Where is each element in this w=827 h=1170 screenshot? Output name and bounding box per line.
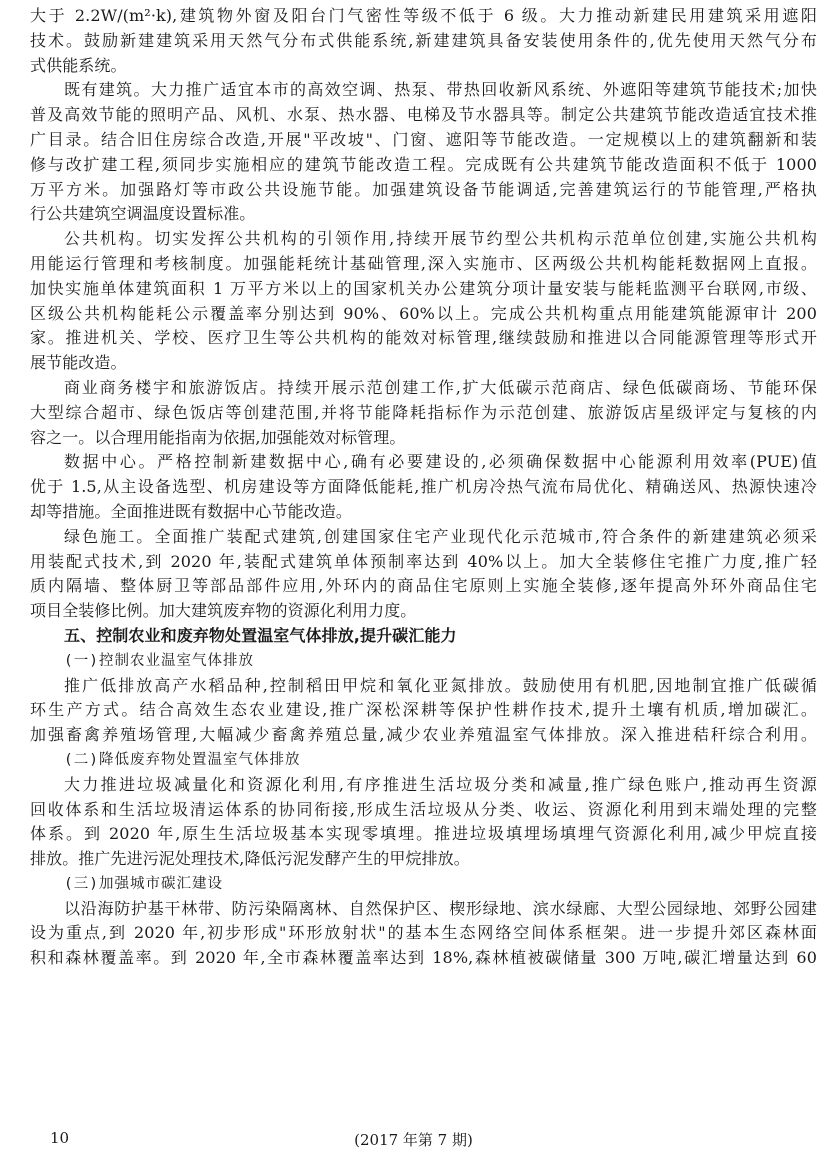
text-line: 大力推进垃圾减量化和资源化利用,有序推进生活垃圾分类和减量,推广绿色账户,推动再生资源 [64, 774, 817, 794]
text-line: 用能运行管理和考核制度。加强能耗统计基础管理,深入实施市、区两级公共机构能耗数据网上直报。 [30, 253, 817, 273]
text-line: 容之一。以合理用能指南为依据,加强能效对标管理。 [30, 427, 406, 447]
text-line: 设为重点,到 2020 年,初步形成"环形放射状"的基本生态网络空间体系框架。进一步提升郊区森林面 [30, 923, 817, 943]
text-line: 环生产方式。结合高效生态农业建设,推广深松深耕等保护性耕作技术,提升土壤有机质,增加碳汇。 [30, 700, 817, 720]
text-line: 家。推进机关、学校、医疗卫生等公共机构的能效对标管理,继续鼓励和推进以合同能源管理等形式开 [30, 328, 817, 348]
subsection-heading: (二)降低废弃物处置温室气体排放 [64, 751, 301, 768]
text-line: 式供能系统。 [30, 55, 127, 75]
section-heading: 五、控制农业和废弃物处置温室气体排放,提升碳汇能力 [64, 625, 457, 645]
text-line: 公共机构。切实发挥公共机构的引领作用,持续开展节约型公共机构示范单位创建,实施公共机构 [64, 229, 817, 249]
text-line: 却等措施。全面推进既有数据中心节能改造。 [30, 501, 353, 521]
text-line: 推广低排放高产水稻品种,控制稻田甲烷和氧化亚氮排放。鼓励使用有机肥,因地制宜推广低碳循 [64, 675, 817, 695]
text-lines [30, 4, 817, 971]
text-line: 大型综合超市、绿色饭店等创建范围,并将节能降耗指标作为示范创建、旅游饭店星级评定与复核的内 [30, 402, 817, 422]
text-line: 加强畜禽养殖场管理,大幅减少畜禽养殖总量,减少农业养殖温室气体排放。深入推进秸秆综合利用。 [30, 725, 817, 745]
text-line: 加快实施单体建筑面积 1 万平方米以上的国家机关办公建筑分项计量安装与能耗监测平台联网,市级、 [30, 278, 817, 298]
text-line: 积和森林覆盖率。到 2020 年,全市森林覆盖率达到 18%,森林植被碳储量 300 万吨,碳汇增量达到 60 [30, 948, 817, 968]
text-line: 商业商务楼宇和旅游饭店。持续开展示范创建工作,扩大低碳示范商店、绿色低碳商场、节能环保 [64, 377, 817, 397]
text-line: 回收体系和生活垃圾清运体系的协同衔接,形成生活垃圾从分类、收运、资源化利用到末端处理的完整 [30, 799, 817, 819]
document-body [30, 4, 817, 971]
subsection-heading: (三)加强城市碳汇建设 [64, 875, 223, 892]
text-line: 排放。推广先进污泥处理技术,降低污泥发酵产生的甲烷排放。 [30, 849, 470, 869]
page-number: 10 [50, 1129, 70, 1147]
issue-label: (2017 年第 7 期) [354, 1131, 473, 1149]
text-line: 修与改扩建工程,须同步实施相应的建筑节能改造工程。完成既有公共建筑节能改造面积不低于 1000 [30, 154, 817, 174]
text-line: 绿色施工。全面推广装配式建筑,创建国家住宅产业现代化示范城市,符合条件的新建建筑必须采 [64, 526, 817, 546]
text-line: 普及高效节能的照明产品、风机、水泵、热水器、电梯及节水器具等。制定公共建筑节能改造适宜技术推 [30, 105, 817, 125]
text-line: 以沿海防护基干林带、防污染隔离林、自然保护区、楔形绿地、滨水绿廊、大型公园绿地、郊野公园建 [64, 898, 817, 918]
text-line: 展节能改造。 [30, 353, 127, 373]
text-line: 项目全装修比例。加大建筑废弃物的资源化利用力度。 [30, 601, 417, 621]
subsection-heading: (一)控制农业温室气体排放 [64, 652, 254, 669]
text-line: 用装配式技术,到 2020 年,装配式建筑单体预制率达到 40%以上。加大全装修住宅推广力度,推广轻 [30, 551, 817, 571]
text-line: 技术。鼓励新建建筑采用天然气分布式供能系统,新建建筑具备安装使用条件的,优先使用天然气分布 [30, 30, 817, 50]
text-line: 优于 1.5,从主设备选型、机房建设等方面降低能耗,推广机房冷热气流布局优化、精确送风、热源快速冷 [30, 477, 817, 497]
text-line: 广目录。结合旧住房综合改造,开展"平改坡"、门窗、遮阳等节能改造。一定规模以上的建筑翻新和装 [30, 129, 817, 149]
text-line: 大于 2.2W/(m²·k),建筑物外窗及阳台门气密性等级不低于 6 级。大力推动新建民用建筑采用遮阳 [30, 6, 817, 25]
text-line: 万平方米。加强路灯等市政公共设施节能。加强建筑设备节能调适,完善建筑运行的节能管理,严格执 [30, 179, 817, 199]
text-line: 既有建筑。大力推广适宜本市的高效空调、热泵、带热回收新风系统、外遮阳等建筑节能技术;加快 [64, 80, 817, 100]
text-line: 体系。到 2020 年,原生生活垃圾基本实现零填埋。推进垃圾填埋场填埋气资源化利用,减少甲烷直接 [30, 824, 817, 844]
text-line: 区级公共机构能耗公示覆盖率分别达到 90%、60%以上。完成公共机构重点用能建筑能源审计 200 [30, 303, 817, 323]
text-line: 质内隔墙、整体厨卫等部品部件应用,外环内的商品住宅原则上实施全装修,逐年提高外环外商品住宅 [30, 576, 817, 596]
text-line: 数据中心。严格控制新建数据中心,确有必要建设的,必须确保数据中心能源利用效率(PUE)值 [64, 452, 817, 472]
text-line: 行公共建筑空调温度设置标准。 [30, 204, 256, 224]
page-footer [0, 1129, 827, 1153]
